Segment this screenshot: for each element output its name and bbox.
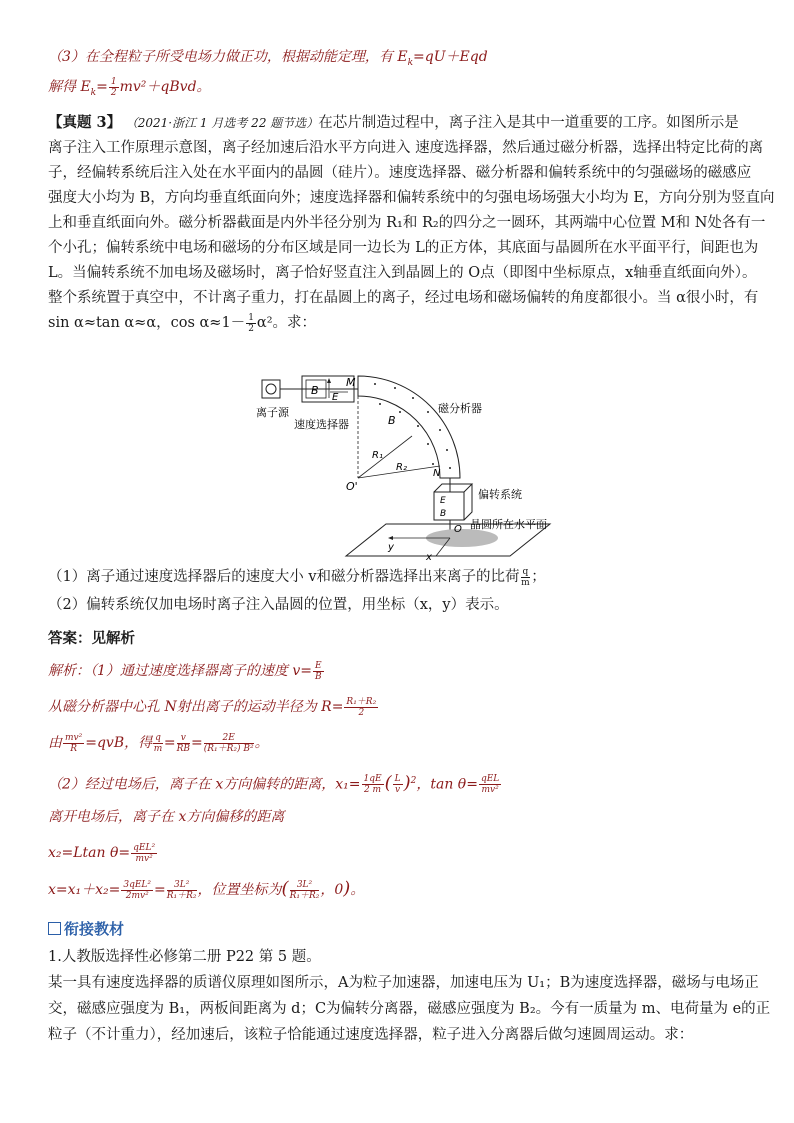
problem-line-4: 强度大小均为 B，方向均垂直纸面向外；速度选择器和偏转系统中的匀强电场场强大小均为 E，方向分别为竖直向 bbox=[48, 190, 775, 206]
problem-source: （2021·浙江 1 月选考 22 题节选） bbox=[125, 116, 319, 130]
problem-line-3: 子，经偏转系统后注入处在水平面内的晶圆（硅片）。速度选择器、磁分析器和偏转系统中的匀强磁场的磁感应 bbox=[48, 165, 752, 181]
textbook-line-2: 交，磁感应强度为 B₁，两板间距离为 d；C为偏转分离器，磁感应强度为 B₂。今有一质量为 m、电荷量为 e的正 bbox=[48, 1001, 771, 1017]
velocity-selector-label: 速度选择器 bbox=[294, 418, 349, 431]
radius-R2-label: R₂ bbox=[396, 462, 407, 473]
origin-O-label: O bbox=[454, 524, 462, 535]
problem-tag: 【真题 3】 bbox=[48, 114, 122, 131]
center-O-prime-label: O' bbox=[346, 480, 358, 493]
selector-E-label: E bbox=[332, 392, 339, 403]
question-1: （1）离子通过速度选择器后的速度大小 v和磁分析器选择出来离子的比荷 $\frac{q}{m}$ ； bbox=[48, 566, 546, 588]
section-header bbox=[48, 918, 746, 941]
solution-part3-line2: 解得 $E_k=$ $\frac{1}{2}$ mv²＋qBvd。 bbox=[48, 76, 211, 98]
ion-source-label: 离子源 bbox=[256, 406, 289, 419]
problem-line-2: 离子注入工作原理示意图，离子经加速后沿水平方向进入 速度选择器，然后通过磁分析器，选择出特定比荷的离 bbox=[48, 140, 764, 156]
radius-R1-label: R₁ bbox=[372, 450, 383, 461]
wafer-plane-label: 晶圆所在水平面 bbox=[470, 518, 547, 531]
problem-line-8: 整个系统置于真空中，不计离子重力，打在晶圆上的离子，经过电场和磁场偏转的角度都很小。当 α很小时，有 bbox=[48, 290, 759, 306]
textbook-line-1: 某一具有速度选择器的质谱仪原理如图所示，A为粒子加速器，加速电压为 U₁；B为速度选择器，磁场与电场正 bbox=[48, 975, 759, 991]
solution-line-6: x₂=Ltan θ= $\frac{\text{qEL²}}{\text{mv²}}$ bbox=[48, 842, 156, 864]
solution-line-3: 由 $\frac{\text{mv²}}{R}$ =qvB，得 $\frac{q}{m}$ = $\frac{v}{RB}$ = $\frac{2E}{\text{(R₁＋R₂) B²}}$ 。 bbox=[48, 732, 269, 754]
problem-line-7: L。当偏转系统不加电场及磁场时，离子恰好竖直注入到晶圆上的 O点（即图中坐标原点，x轴垂直纸面向外）。 bbox=[48, 265, 757, 281]
deflector-E-label: E bbox=[440, 496, 446, 506]
solution-line-5: 离开电场后，离子在 x方向偏移的距离 bbox=[48, 809, 285, 825]
answer-label: 答案：见解析 bbox=[48, 630, 135, 647]
axis-x-label: x bbox=[426, 552, 432, 562]
problem-line-6: 个小孔；偏转系统中电场和磁场的分布区域是同一边长为 L的正方体，其底面与晶圆所在水平面平行，间距也为 bbox=[48, 240, 759, 256]
solution-line-1: 解析：（1）通过速度选择器离子的速度 v= $\frac{E}{B}$ bbox=[48, 660, 322, 682]
solution-line-7: x=x₁＋x₂= $\frac{\text{3qEL²}}{\text{2mv²}}$ = $\frac{\text{3L²}}{\text{R₁＋R₂}}$ ，位置坐标为( $\frac{\text{3L²}}{\text{R₁＋R₂}}$ ，0)。 bbox=[48, 878, 365, 901]
problem-line-1: 【真题 3】 （2021·浙江 1 月选考 22 题节选）在芯片制造过程中，离子注入是其中一道重要的工序。如图所示是 bbox=[48, 114, 739, 131]
problem-line-5: 上和垂直纸面向外。磁分析器截面是内外半径分别为 R₁和 R₂的四分之一圆环，其两端中心位置 M和 N处各有一 bbox=[48, 215, 766, 231]
textbook-line-3: 粒子（不计重力），经加速后，该粒子恰能通过速度选择器，粒子进入分离器后做匀速圆周运动。求： bbox=[48, 1027, 694, 1043]
selector-B-label: B bbox=[311, 384, 319, 397]
deflector-B-label: B bbox=[440, 509, 447, 519]
hole-N-label: N bbox=[433, 468, 441, 479]
textbook-ref: 1.人教版选择性必修第二册 P22 第 5 题。 bbox=[48, 949, 321, 965]
hole-M-label: M bbox=[346, 376, 356, 389]
solution-line-4: （2）经过电场后，离子在 x方向偏转的距离，x₁= $\frac{1qE}{2 m}$ ( $\frac{L}{v}$ )$^2$，tan θ= $\frac{\text{qEL}}{\text{mv²}}$ bbox=[48, 772, 500, 796]
ion-implant-diagram bbox=[250, 372, 560, 562]
axis-y-label: y bbox=[388, 542, 394, 553]
problem-approx-line: sin α≈tan α≈α，cos α≈1－ $\frac{1}{2}$ α²。求： bbox=[48, 312, 317, 334]
deflection-system-label: 偏转系统 bbox=[478, 488, 522, 501]
section-title: 衔接教材 bbox=[64, 920, 125, 938]
analyzer-B-label: B bbox=[388, 414, 396, 427]
question-2: （2）偏转系统仅加电场时离子注入晶圆的位置，用坐标（x，y）表示。 bbox=[48, 597, 509, 613]
magnetic-analyzer-label: 磁分析器 bbox=[438, 402, 482, 415]
solution-line-2: 从磁分析器中心孔 N射出离子的运动半径为 R= $\frac{\text{R₁＋R₂}}{2}$ bbox=[48, 696, 377, 718]
checkbox-icon bbox=[48, 922, 61, 935]
solution-part3-line1: （3）在全程粒子所受电场力做正功，根据动能定理，有 $E_k=qU+Eqd$ bbox=[48, 49, 488, 68]
